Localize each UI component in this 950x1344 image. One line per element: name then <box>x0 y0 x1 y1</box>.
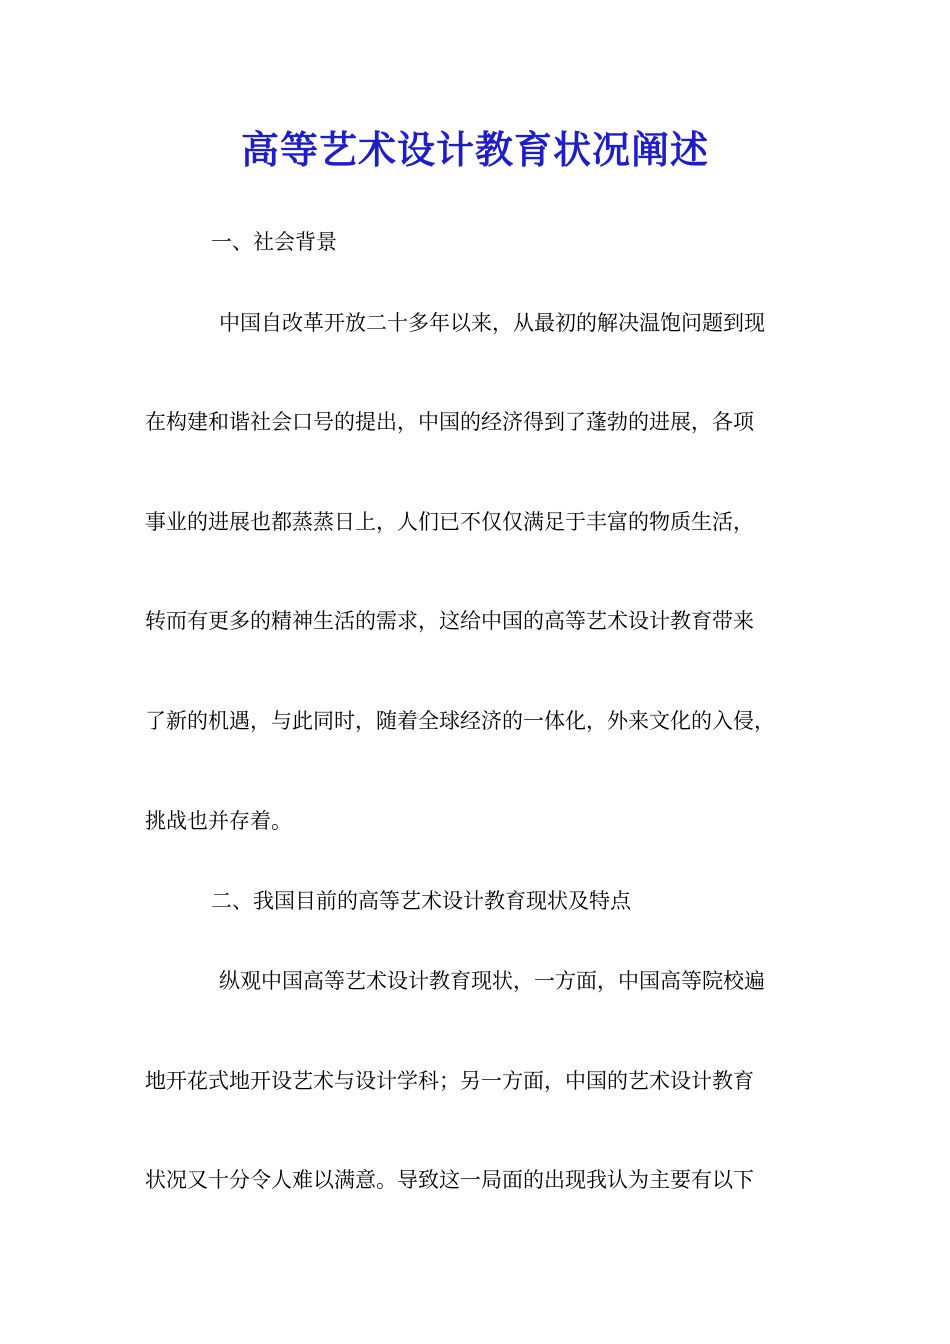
paragraph-line: 转而有更多的精神生活的需求，这给中国的高等艺术设计教育带来 <box>145 609 754 633</box>
paragraph-line: 事业的进展也都蒸蒸日上，人们已不仅仅满足于丰富的物质生活， <box>145 510 754 534</box>
document-title: 高等艺术设计教育状况阐述 <box>240 127 709 172</box>
paragraph-line: 地开花式地开设艺术与设计学科；另一方面，中国的艺术设计教育 <box>145 1069 754 1093</box>
paragraph-line: 纵观中国高等艺术设计教育现状，一方面，中国高等院校遍 <box>219 969 765 993</box>
paragraph-line: 状况又十分令人难以满意。导致这一局面的出现我认为主要有以下 <box>145 1168 754 1192</box>
section-heading-social-background: 一、社会背景 <box>211 230 337 254</box>
section-heading-current-status: 二、我国目前的高等艺术设计教育现状及特点 <box>211 889 631 913</box>
paragraph-line: 挑战也并存着。 <box>145 809 292 833</box>
paragraph-line: 了新的机遇，与此同时，随着全球经济的一体化，外来文化的入侵， <box>145 709 775 733</box>
paragraph-line: 在构建和谐社会口号的提出，中国的经济得到了蓬勃的进展，各项 <box>145 410 754 434</box>
paragraph-line: 中国自改革开放二十多年以来，从最初的解决温饱问题到现 <box>219 311 765 335</box>
